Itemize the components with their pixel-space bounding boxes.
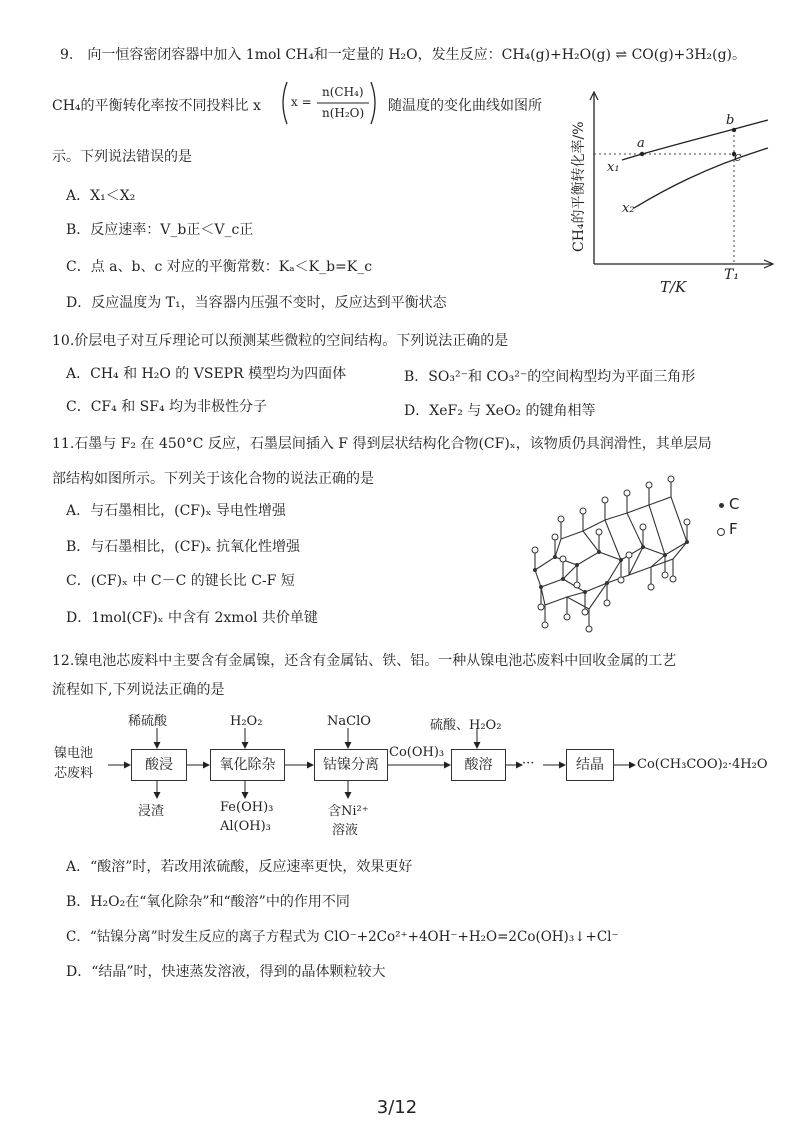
flow-start-line1: 镍电池 bbox=[54, 746, 94, 761]
flow-start-line2: 芯废料 bbox=[54, 766, 94, 781]
flow-reagent-h2so4-h2o2: 硫酸、H₂O₂ bbox=[430, 718, 502, 733]
q10-option-d: D．XeF₂ 与 XeO₂ 的键角相等 bbox=[404, 403, 596, 419]
flow-reagent-h2o2: H₂O₂ bbox=[230, 714, 263, 729]
flow-box-oxidation: 氧化除杂 bbox=[210, 749, 285, 781]
q9-stem-line3: 示。下列说法错误的是 bbox=[52, 149, 192, 165]
flow-reagent-naclo: NaClO bbox=[327, 714, 371, 729]
flow-out-aloh3: Al(OH)₃ bbox=[220, 819, 271, 834]
flow-dots: ··· bbox=[522, 756, 535, 771]
q10-option-b: B．SO₃²⁻和 CO₃²⁻的空间构型均为平面三角形 bbox=[404, 369, 696, 385]
q9-chart bbox=[564, 90, 784, 300]
flow-mid-cooh3: Co(OH)₃ bbox=[389, 745, 445, 760]
q10-option-c: C．CF₄ 和 SF₄ 均为非极性分子 bbox=[66, 399, 268, 415]
flow-out-residue: 浸渣 bbox=[138, 804, 165, 819]
legend-f-marker bbox=[717, 528, 725, 536]
flow-box-acid-dissolve: 酸溶 bbox=[451, 749, 506, 781]
q9-option-a: A．X₁＜X₂ bbox=[66, 188, 136, 204]
q12-stem-line2: 流程如下,下列说法正确的是 bbox=[52, 682, 225, 698]
q11-option-c: C．(CF)ₓ 中 C－C 的键长比 C-F 短 bbox=[66, 573, 295, 589]
flow-reagent-dilute-h2so4: 稀硫酸 bbox=[128, 714, 168, 729]
q9-stem-line1: 9. 向一恒容密闭容器中加入 1mol CH₄和一定量的 H₂O，发生反应：CH₄(g)+H₂O(g) ⇌ CO(g)+3H₂(g)。 bbox=[60, 47, 747, 63]
q9-numerator: n(CH₄) bbox=[322, 85, 364, 99]
legend-c-marker bbox=[719, 503, 724, 508]
q10-stem: 10.价层电子对互斥理论可以预测某些微粒的空间结构。下列说法正确的是 bbox=[52, 333, 509, 349]
q9-chart-label-x1: x₁ bbox=[607, 160, 620, 175]
cf-structure-diagram bbox=[515, 475, 715, 640]
flow-product: Co(CH₃COO)₂·4H₂O bbox=[637, 757, 768, 772]
q12-option-b: B．H₂O₂在“氧化除杂”和“酸溶”中的作用不同 bbox=[66, 894, 350, 910]
legend-c-label: C bbox=[729, 495, 740, 513]
q12-option-d: D．“结晶”时，快速蒸发溶液，得到的晶体颗粒较大 bbox=[66, 964, 386, 980]
flow-box-co-ni-separation: 钴镍分离 bbox=[314, 749, 388, 781]
q9-stem-line2b: 随温度的变化曲线如图所 bbox=[388, 98, 542, 114]
page-number: 3/12 bbox=[376, 1097, 418, 1118]
curve-x2 bbox=[634, 148, 768, 208]
q9-chart-ylabel: CH₄的平衡转化率/% bbox=[571, 121, 587, 252]
flow-box-acid-leach: 酸浸 bbox=[131, 749, 187, 781]
q12-stem-line1: 12.镍电池芯废料中主要含有金属镍，还含有金属钴、铁、铝。一种从镍电池芯废料中回收金属的工艺 bbox=[52, 653, 677, 669]
flow-out-ni-solution-1: 含Ni²⁺ bbox=[328, 804, 369, 819]
point-a bbox=[640, 152, 644, 156]
q9-x-eq: x = bbox=[291, 95, 312, 109]
q9-denominator: n(H₂O) bbox=[322, 106, 365, 120]
q9-chart-label-a: a bbox=[637, 136, 645, 151]
q9-option-d: D．反应温度为 T₁，当容器内压强不变时，反应达到平衡状态 bbox=[66, 295, 447, 311]
flow-out-ni-solution-2: 溶液 bbox=[332, 823, 359, 838]
legend-f-label: F bbox=[729, 520, 738, 538]
q12-option-a: A．“酸溶”时，若改用浓硫酸，反应速率更快，效果更好 bbox=[66, 859, 413, 875]
flow-box-crystallize: 结晶 bbox=[566, 749, 614, 781]
q11-stem-line2: 部结构如图所示。下列关于该化合物的说法正确的是 bbox=[52, 471, 374, 487]
q11-option-a: A．与石墨相比，(CF)ₓ 导电性增强 bbox=[66, 503, 286, 519]
q9-stem-line2a: CH₄的平衡转化率按不同投料比 x bbox=[52, 98, 261, 114]
point-b bbox=[732, 128, 736, 132]
q9-ratio-formula bbox=[277, 80, 381, 126]
q11-stem-line1: 11.石墨与 F₂ 在 450°C 反应，石墨层间插入 F 得到层状结构化合物(CF)ₓ，该物质仍具润滑性，其单层局 bbox=[52, 436, 712, 452]
q10-option-a: A．CH₄ 和 H₂O 的 VSEPR 模型均为四面体 bbox=[66, 366, 347, 382]
q9-option-b: B．反应速率：V_b正＜V_c正 bbox=[66, 222, 254, 238]
q11-option-d: D．1mol(CF)ₓ 中含有 2xmol 共价单键 bbox=[66, 610, 318, 626]
q9-chart-label-c: c bbox=[734, 150, 742, 165]
flow-out-feoh3: Fe(OH)₃ bbox=[220, 800, 274, 815]
q9-chart-label-b: b bbox=[726, 113, 735, 128]
q11-option-b: B．与石墨相比，(CF)ₓ 抗氧化性增强 bbox=[66, 539, 301, 555]
q9-option-c: C．点 a、b、c 对应的平衡常数：Kₐ＜K_b=K_c bbox=[66, 259, 373, 275]
q9-chart-tick-t1: T₁ bbox=[724, 267, 739, 283]
q9-chart-label-x2: x₂ bbox=[622, 201, 635, 216]
q12-option-c: C．“钴镍分离”时发生反应的离子方程式为 ClO⁻+2Co²⁺+4OH⁻+H₂O=2Co(OH)₃↓+Cl⁻ bbox=[66, 929, 619, 945]
q9-chart-xlabel: T/K bbox=[660, 278, 687, 296]
